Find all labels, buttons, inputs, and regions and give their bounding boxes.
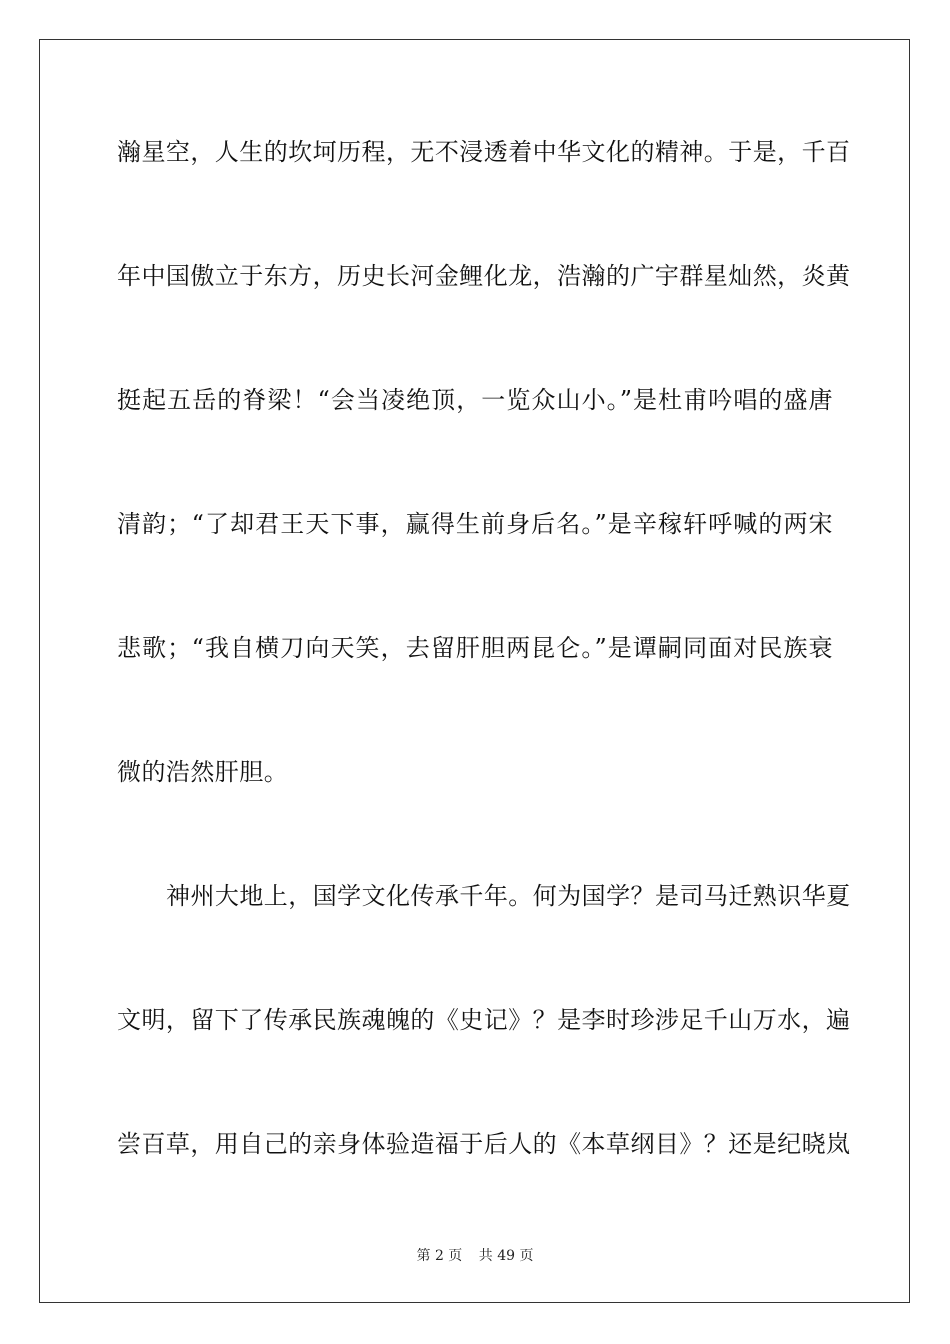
text-line-1: 瀚星空，人生的坎坷历程，无不浸透着中华文化的精神。于是，千百 [117,138,851,166]
page-footer [0,1247,950,1265]
text-line-8: 文明，留下了传承民族魂魄的《史记》？是李时珍涉足千山万水，遍 [117,1006,851,1034]
text-line-3: 挺起五岳的脊梁！“会当凌绝顶，一览众山小。”是杜甫吟唱的盛唐 [117,386,833,414]
text-line-7: 神州大地上，国学文化传承千年。何为国学？是司马迁熟识华夏 [166,882,851,910]
text-line-6: 微的浩然肝胆。 [117,758,289,786]
text-line-5: 悲歌；“我自横刀向天笑，去留肝胆两昆仑。”是谭嗣同面对民族衰 [117,634,833,662]
text-line-2: 年中国傲立于东方，历史长河金鲤化龙，浩瀚的广宇群星灿然，炎黄 [117,262,851,290]
text-line-9: 尝百草，用自己的亲身体验造福于后人的《本草纲目》？还是纪晓岚 [117,1130,851,1158]
page-frame [39,39,910,1303]
text-line-4: 清韵；“了却君王天下事，赢得生前身后名。”是辛稼轩呼喊的两宋 [117,510,833,538]
page-number: 第 2 页 [416,1248,463,1264]
page-total: 共 49 页 [478,1248,534,1264]
